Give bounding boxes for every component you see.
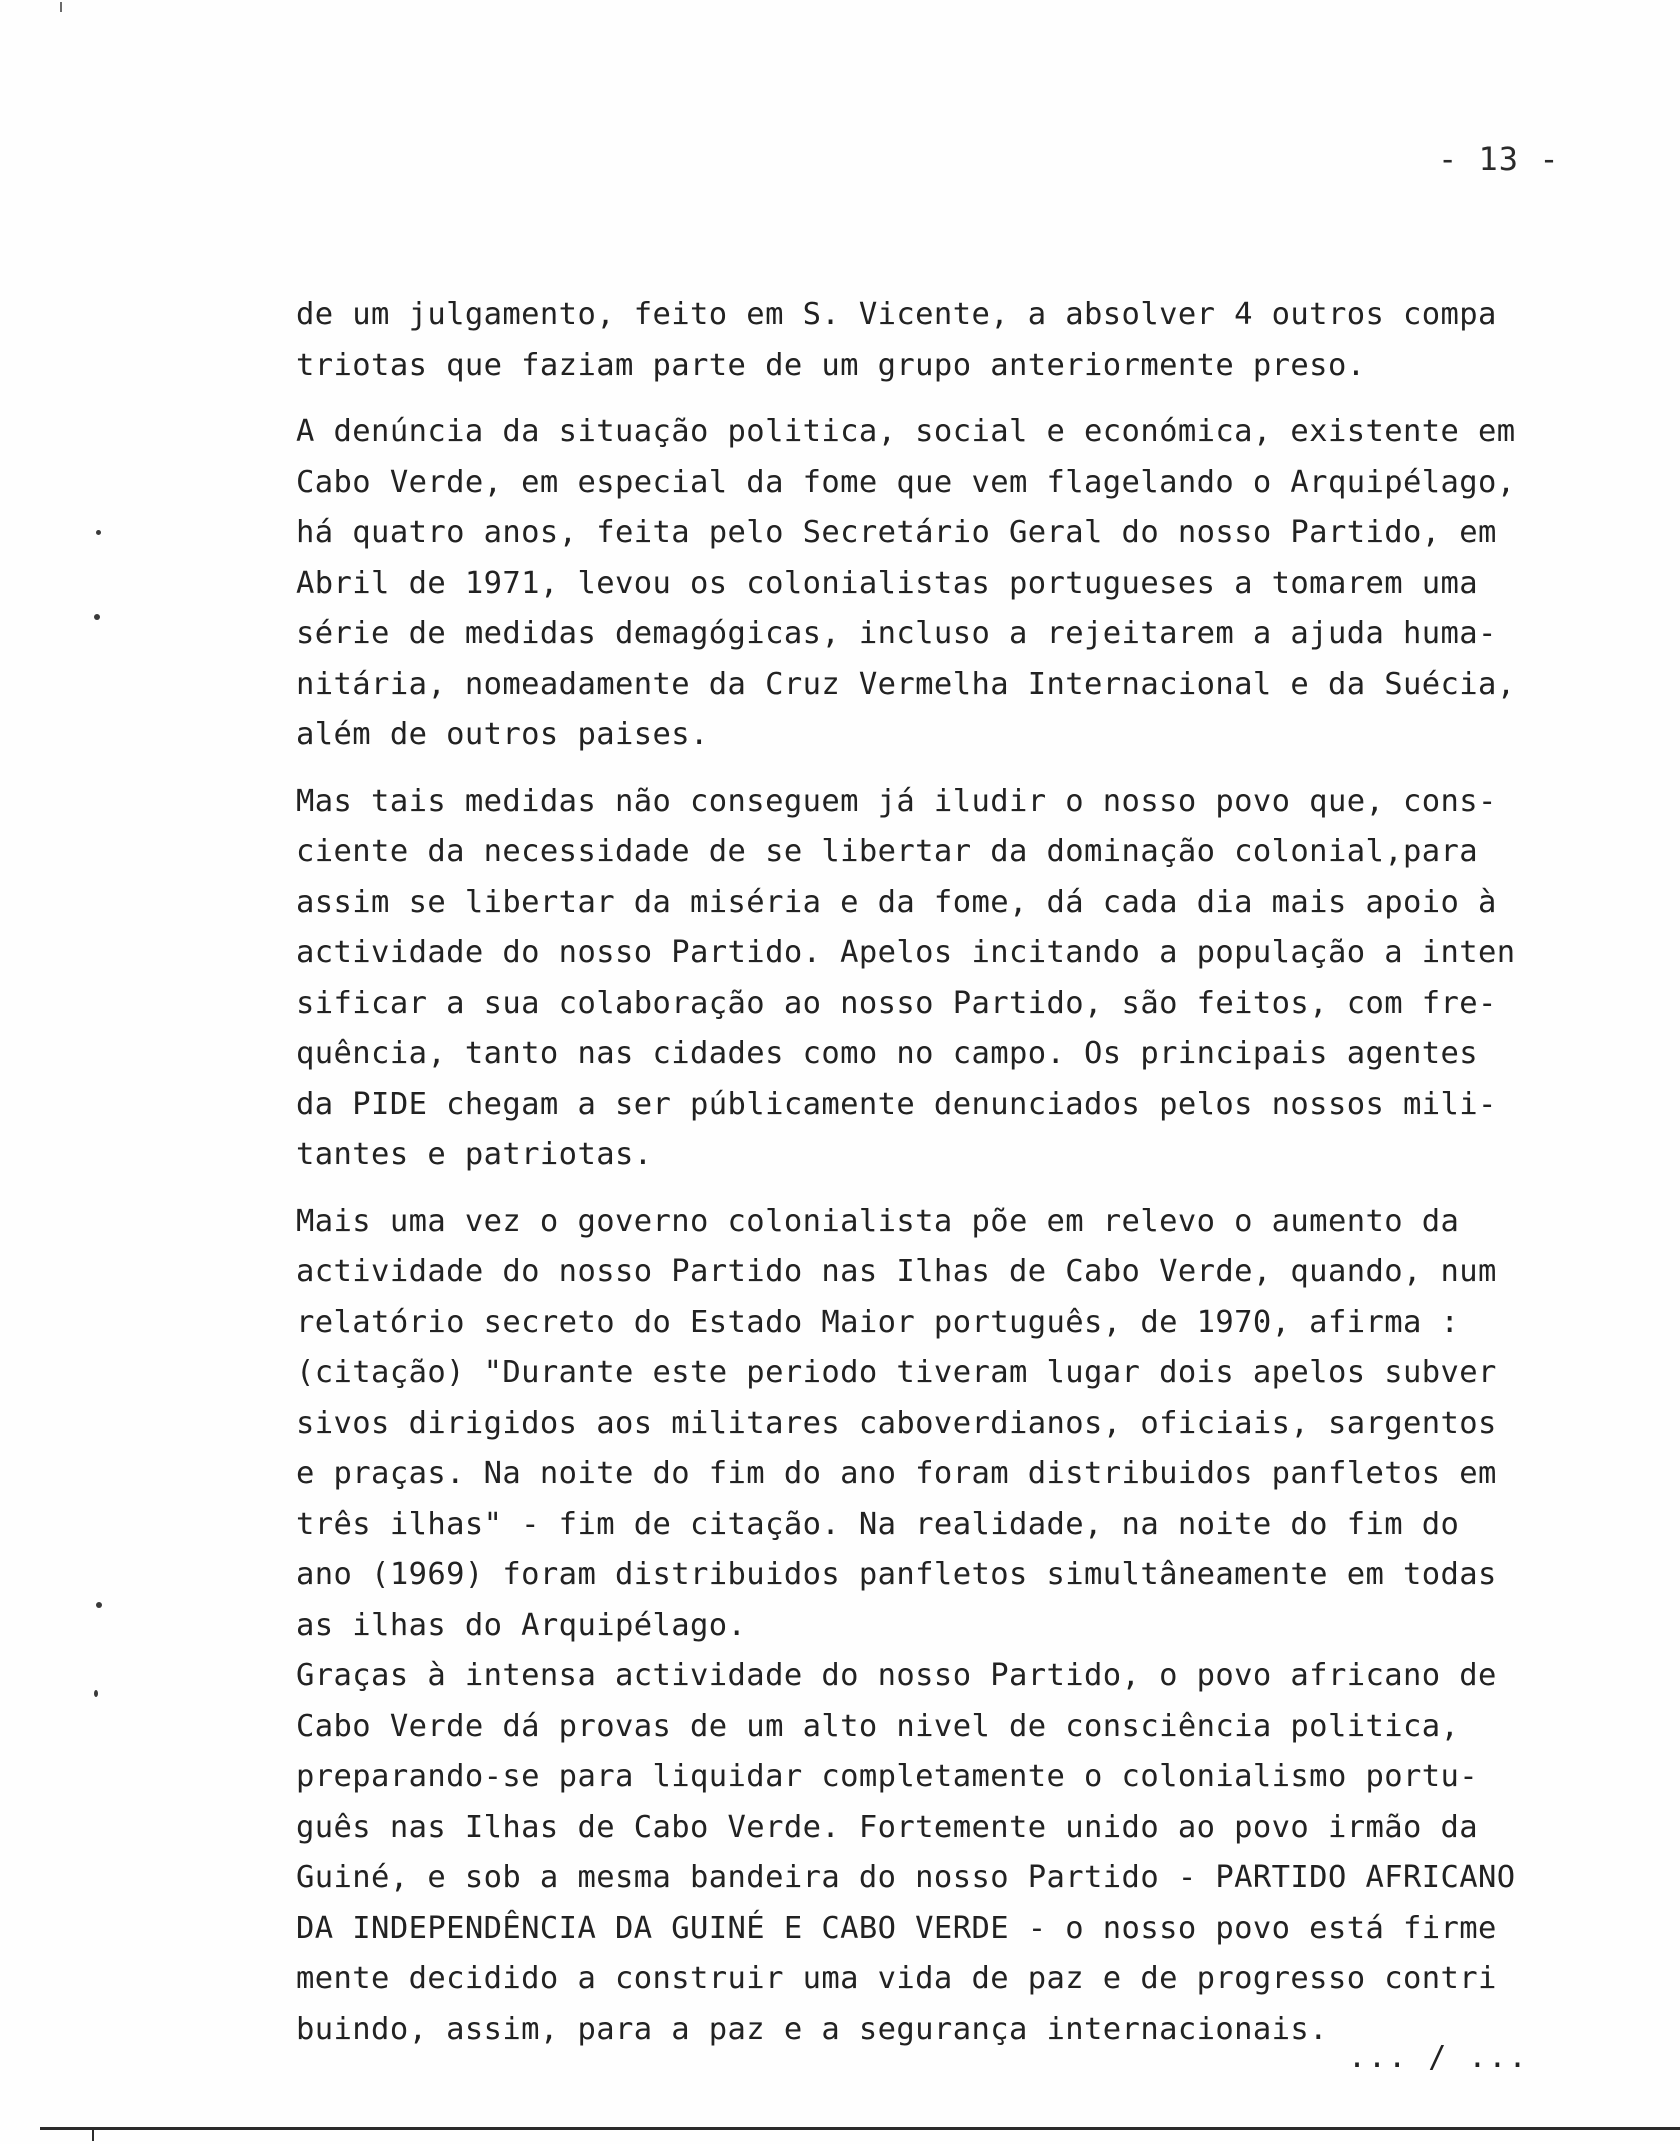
text-line: actividade do nosso Partido nas Ilhas de Cabo Verde, quando, num <box>296 1254 1497 1289</box>
text-line: Cabo Verde, em especial da fome que vem flagelando o Arquipélago, <box>296 464 1516 500</box>
text-line: as ilhas do Arquipélago. <box>296 1607 747 1643</box>
paragraph-1 <box>296 290 1636 391</box>
text-line: ano (1969) foram distribuidos panfletos simultâneamente em todas <box>296 1557 1497 1592</box>
text-line: ciente da necessidade de se libertar da dominação colonial,para <box>296 834 1479 869</box>
paragraph-3 <box>296 777 1636 1181</box>
page-number: - 13 - <box>1438 140 1560 178</box>
text-line: tantes e patriotas. <box>296 1137 653 1172</box>
paragraph-2 <box>296 407 1636 761</box>
text-line: assim se libertar da miséria e da fome, dá cada dia mais apoio à <box>296 884 1497 920</box>
text-line: DA INDEPENDÊNCIA DA GUINÉ E CABO VERDE - o nosso povo está firme <box>296 1910 1497 1946</box>
text-line: três ilhas" - fim de citação. Na realidade, na noite do fim do <box>296 1506 1460 1542</box>
bottom-rule-tick <box>92 2129 94 2141</box>
continuation-marker: ... / ... <box>1348 2040 1529 2075</box>
text-line: da PIDE chegam a ser públicamente denunciados pelos nossos mili- <box>296 1086 1497 1122</box>
text-line: nitária, nomeadamente da Cruz Vermelha Internacional e da Suécia, <box>296 666 1516 702</box>
margin-speck <box>96 1602 102 1608</box>
text-line: A denúncia da situação politica, social e económica, existente em <box>296 414 1516 449</box>
text-line: além de outros paises. <box>296 717 709 752</box>
text-line: e praças. Na noite do fim do ano foram distribuidos panfletos em <box>296 1456 1497 1491</box>
text-line: série de medidas demagógicas, incluso a rejeitarem a ajuda huma- <box>296 616 1497 651</box>
bottom-rule <box>40 2127 1680 2130</box>
text-line: (citação) "Durante este periodo tiveram lugar dois apelos subver <box>296 1355 1497 1390</box>
text-line: Abril de 1971, levou os colonialistas portugueses a tomarem uma <box>296 565 1479 601</box>
paragraph-4 <box>296 1197 1636 1652</box>
text-line: Graças à intensa actividade do nosso Partido, o povo africano de <box>296 1658 1497 1693</box>
text-line: guês nas Ilhas de Cabo Verde. Fortemente unido ao povo irmão da <box>296 1809 1479 1845</box>
text-line: preparando-se para liquidar completamente o colonialismo portu- <box>296 1759 1479 1794</box>
text-line: Mais uma vez o governo colonialista põe em relevo o aumento da <box>296 1203 1460 1239</box>
text-line: buindo, assim, para a paz e a segurança internacionais. <box>296 2011 1328 2047</box>
paragraph-5 <box>296 1651 1636 2055</box>
text-line: há quatro anos, feita pelo Secretário Geral do nosso Partido, em <box>296 515 1497 550</box>
document-body <box>296 290 1636 2055</box>
text-line: quência, tanto nas cidades como no campo. Os principais agentes <box>296 1036 1479 1071</box>
text-line: triotas que faziam parte de um grupo anteriormente preso. <box>296 347 1366 383</box>
margin-speck <box>94 614 100 620</box>
text-line: sivos dirigidos aos militares caboverdianos, oficiais, sargentos <box>296 1405 1497 1441</box>
text-line: mente decidido a construir uma vida de paz e de progresso contri <box>296 1961 1497 1996</box>
margin-speck <box>96 530 101 535</box>
text-line: actividade do nosso Partido. Apelos incitando a população a inten <box>296 935 1516 970</box>
margin-speck <box>94 1690 98 1697</box>
text-line: de um julgamento, feito em S. Vicente, a absolver 4 outros compa <box>296 297 1497 332</box>
text-line: Cabo Verde dá provas de um alto nivel de consciência politica, <box>296 1708 1460 1744</box>
text-line: Guiné, e sob a mesma bandeira do nosso Partido - PARTIDO AFRICANO <box>296 1860 1516 1895</box>
text-line: sificar a sua colaboração ao nosso Partido, são feitos, com fre- <box>296 985 1497 1021</box>
text-line: relatório secreto do Estado Maior português, de 1970, afirma : <box>296 1304 1460 1340</box>
scan-mark <box>60 2 62 12</box>
text-line: Mas tais medidas não conseguem já iludir o nosso povo que, cons- <box>296 783 1497 819</box>
